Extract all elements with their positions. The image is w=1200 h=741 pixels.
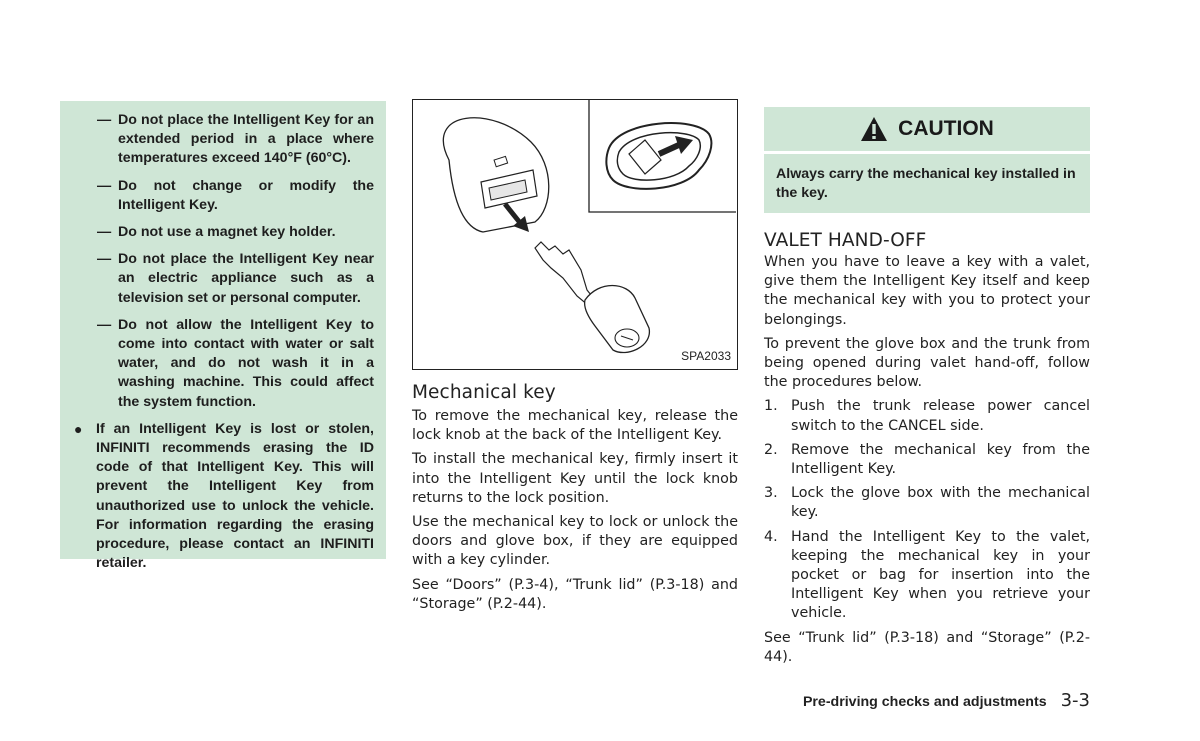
dash-marker: — (97, 251, 112, 268)
bullet-item-text: If an Intelligent Key is lost or stolen, INFINITI recommends erasing the ID code of that Intelligent Key. This will prevent the Intelligent Key from unauthorized use to unlock the vehicle. For information regarding the erasing procedure, please contact an INFINITI retailer. (96, 420, 374, 572)
dash-item (70, 177, 374, 215)
dash-marker: — (97, 224, 112, 241)
dash-item-text: Do not place the Intelligent Key near an electric appliance such as a television set or personal computer. (118, 251, 374, 306)
dash-item (70, 223, 374, 242)
caution-divider (764, 151, 1090, 154)
bullet-item (70, 420, 374, 574)
bullet-marker: ● (74, 420, 83, 437)
caution-header (764, 107, 1090, 151)
paragraph: To prevent the glove box and the trunk from being opened during valet hand-off, follow the procedures below. (764, 335, 1090, 391)
step-number: 1. (764, 398, 778, 415)
dash-item-text: Do not use a magnet key holder. (118, 224, 336, 241)
paragraph: Use the mechanical key to lock or unlock the doors and glove box, if they are equipped with a key cylinder. (412, 514, 738, 569)
caution-title: CAUTION (898, 117, 994, 140)
page-number: 3-3 (1060, 690, 1090, 711)
paragraph: To remove the mechanical key, release the lock knob at the back of the Intelligent Key. (412, 408, 738, 444)
step-item (764, 397, 1090, 435)
step-text: Hand the Intelligent Key to the valet, keeping the mechanical key in your pocket or bag for insertion into the Intelligent Key when you retrieve your vehicle. (791, 528, 1090, 622)
page-footer (803, 690, 1090, 711)
section-title: VALET HAND-OFF (764, 230, 927, 251)
dash-item-text: Do not change or modify the Intelligent Key. (118, 177, 374, 213)
section-name: Pre-driving checks and adjustments (802, 694, 1047, 710)
step-number: 3. (764, 485, 778, 502)
caution-box (764, 107, 1090, 213)
paragraph: When you have to leave a key with a valet, give them the Intelligent Key itself and keep the mechanical key with you to protect your belongings. (764, 254, 1090, 328)
dash-item (70, 250, 374, 308)
dash-marker: — (97, 112, 112, 128)
dash-item (70, 316, 374, 412)
see-also-text: See “Trunk lid” (P.3-18) and “Storage” (P.2-44). (764, 629, 1090, 665)
step-text: Push the trunk release power cancel switch to the CANCEL side. (791, 398, 1090, 434)
paragraph: See “Doors” (P.3-4), “Trunk lid” (P.3-18) and “Storage” (P.2-44). (412, 576, 738, 612)
caution-notes-box (60, 101, 386, 572)
dash-item-text: Do not place the Intelligent Key for an extended period in a place where temperatures exceed 140°F (60°C). (118, 112, 374, 167)
step-number: 2. (764, 441, 778, 458)
step-item (764, 484, 1090, 522)
warning-triangle-icon (860, 116, 888, 142)
step-item (764, 441, 1090, 479)
caution-text: Always carry the mechanical key installed in the key. (776, 166, 1076, 202)
step-text: Remove the mechanical key from the Intelligent Key. (791, 441, 1090, 478)
valet-section (764, 230, 1090, 672)
key-illustration (413, 100, 736, 368)
dash-item (70, 111, 374, 169)
paragraph: To install the mechanical key, firmly insert it into the Intelligent Key until the lock knob returns to the lock position. (412, 451, 738, 506)
mechanical-key-figure (412, 99, 738, 370)
figure-label: SPA2033 (681, 349, 731, 363)
step-item (764, 528, 1090, 624)
section-title: Mechanical key (412, 382, 556, 403)
step-text: Lock the glove box with the mechanical key. (791, 485, 1090, 521)
dash-marker: — (97, 316, 112, 333)
mechanical-key-section (412, 382, 738, 619)
mechanical-key-blade (535, 242, 595, 306)
step-number: 4. (764, 528, 778, 545)
dash-marker: — (97, 177, 112, 194)
dash-item-text: Do not allow the Intelligent Key to come into contact with water or salt water, and do not wash it in a washing machine. This could affect the system function. (118, 316, 374, 410)
